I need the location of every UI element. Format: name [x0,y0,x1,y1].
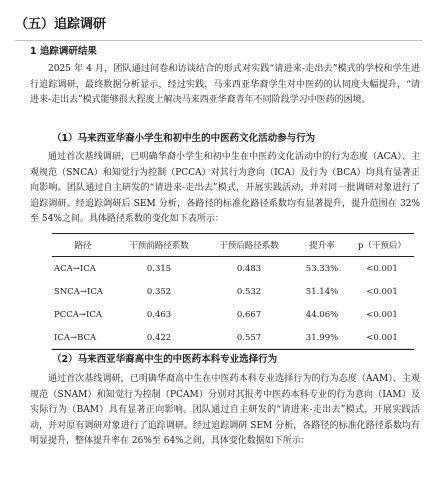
part1-paragraph: 通过首次基线调研，已明确华裔小学生和初中生在中医药文化活动中的行为态度（ACA）、主观规范（SNCA）和知觉行为控制（PCCA）对其行为意向（ICA）及行为（BCA）均具有显著正向影响。团队通过自主研发的“请进来-走出去”模式，开展实践活动，并对同一批调研对象进行了追踪调研。经追踪调研后 SEM 分析，各路径的标准化路径系数均有显著提升，提升范围在 32%至 54%之间。具体路径系数的变化如下表所示： [30,152,420,224]
path-coefficient-table [52,233,414,350]
cell-p: <0.001 [366,309,398,320]
part2-title: （2）马来西亚华裔高中生的中医药本科专业选择行为 [52,354,278,365]
cell-increase: 31.99% [294,326,350,350]
section-title: （五）追踪调研 [15,17,107,32]
cell-before: 0.315 [146,263,172,274]
cell-p: <0.001 [366,286,398,297]
cell-path: SNCA→ICA [54,286,104,297]
table-row [52,303,414,326]
table-row [52,257,414,281]
column-header-p: p（干预后） [350,234,414,257]
cell-after: 0.483 [236,263,262,274]
cell-before: 0.422 [114,326,204,350]
column-header-after: 干预后路径系数 [204,234,294,257]
cell-path: ACA→ICA [54,263,96,274]
cell-p: <0.001 [366,263,398,274]
cell-path: PCCA→ICA [54,309,102,320]
column-header-increase: 提升率 [294,234,350,257]
column-header-path: 路径 [52,234,114,257]
cell-after: 0.532 [236,286,262,297]
section-divider [15,40,423,41]
table-header-row [52,234,414,257]
cell-increase: 53.33% [305,263,339,274]
cell-increase: 44.06% [305,309,339,320]
part2-paragraph: 通过首次基线调研，已明确华裔高中生在中医药本科专业选择行为的行为态度（AAM）、主观规范（SNAM）和知觉行为控制（PCAM）分别对其报考中医药本科专业的行为意向（IAM）及实际行为（BAM）具有显著正向影响。团队通过自主研发的“请进来-走出去”模式，开展实践活动，并对原有调研对象进行了追踪调研。经过追踪调研 SEM 分析，各路径的标准化路径系数均有明显提升，整体提升率在 26%至 64%之间，具体变化数据如下所示： [30,374,420,446]
cell-before: 0.352 [146,286,172,297]
intro-paragraph: 2025 年 4 月，团队通过问卷和访谈结合的形式对实践“请进来-走出去”模式的学校和学生进行追踪调研，最终数据分析显示，经过实践，马来西亚华裔学生对中医药的认同度大幅提升，“请进来-走出去”模式能够很大程度上解决马来西亚华裔青年不同阶段学习中医药的困境。 [30,64,420,105]
cell-after: 0.557 [204,326,294,350]
column-header-before: 干预前路径系数 [114,234,204,257]
cell-path: ICA→BCA [52,326,114,350]
cell-after: 0.667 [236,309,262,320]
cell-before: 0.463 [146,309,172,320]
table-row [52,280,414,303]
part1-title: （1）马来西亚华裔小学生和初中生的中医药文化活动参与行为 [52,133,316,144]
section-separator [52,348,414,349]
table-row [52,326,414,350]
subsection-title: 1 追踪调研结果 [30,46,97,57]
cell-increase: 51.14% [305,286,339,297]
cell-p: <0.001 [350,326,414,350]
